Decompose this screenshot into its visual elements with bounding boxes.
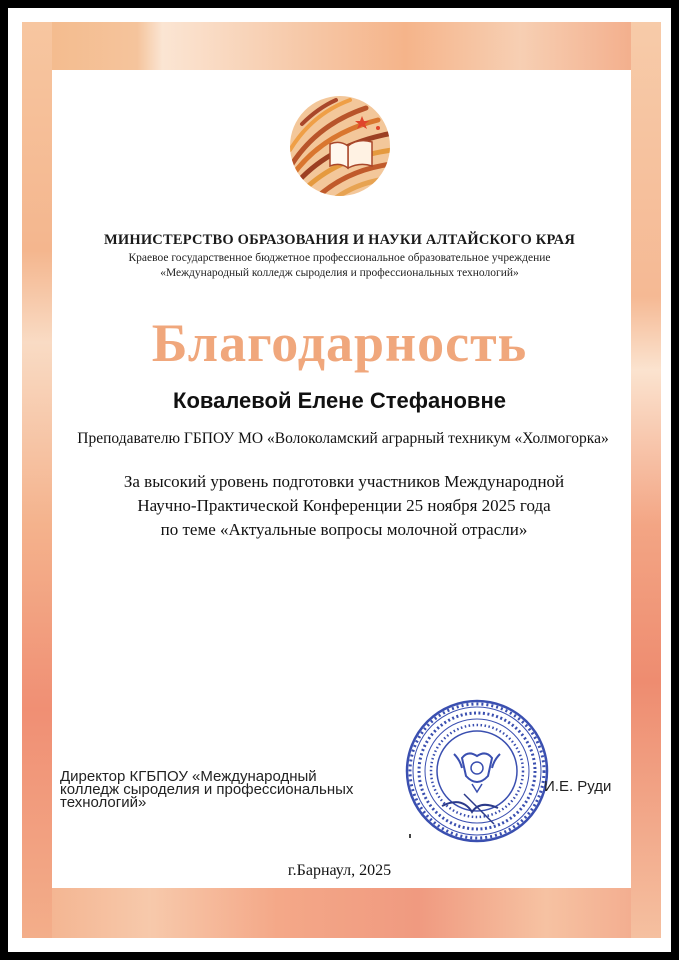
college-emblem-icon xyxy=(288,94,392,198)
certificate-title: Благодарность xyxy=(151,313,528,373)
border-bottom xyxy=(22,888,661,938)
award-reason xyxy=(44,470,644,542)
director-line: колледж сыроделия и профессиональных xyxy=(60,781,354,798)
signer-name: И.Е. Руди xyxy=(544,778,612,795)
reason-line: За высокий уровень подготовки участников Международной xyxy=(123,472,565,491)
official-seal-icon xyxy=(402,696,552,846)
city-year: г.Барнаул, 2025 xyxy=(287,862,392,879)
signature-mark xyxy=(409,834,411,838)
reason-line: по теме «Актуальные вопросы молочной отрасли» xyxy=(160,520,528,539)
institution-type: Краевое государственное бюджетное профессиональное образовательное учреждение xyxy=(128,252,551,264)
reason-line: Научно-Практической Конференции 25 ноября 2025 года xyxy=(137,496,551,515)
ministry-heading: МИНИСТЕРСТВО ОБРАЗОВАНИЯ И НАУКИ АЛТАЙСКОГО КРАЯ xyxy=(103,232,576,248)
director-title xyxy=(60,770,390,809)
director-line: Директор КГБПОУ «Международный xyxy=(60,768,317,785)
institution-name: «Международный колледж сыроделия и профессиональных технологий» xyxy=(160,267,519,279)
certificate-sheet xyxy=(8,8,671,952)
recipient-position: Преподавателю ГБПОУ МО «Волоколамский аграрный техникум «Холмогорка» xyxy=(77,430,609,447)
director-line: технологий» xyxy=(60,794,147,811)
recipient-name: Ковалевой Елене Стефановне xyxy=(173,388,506,413)
border-top xyxy=(22,22,661,70)
